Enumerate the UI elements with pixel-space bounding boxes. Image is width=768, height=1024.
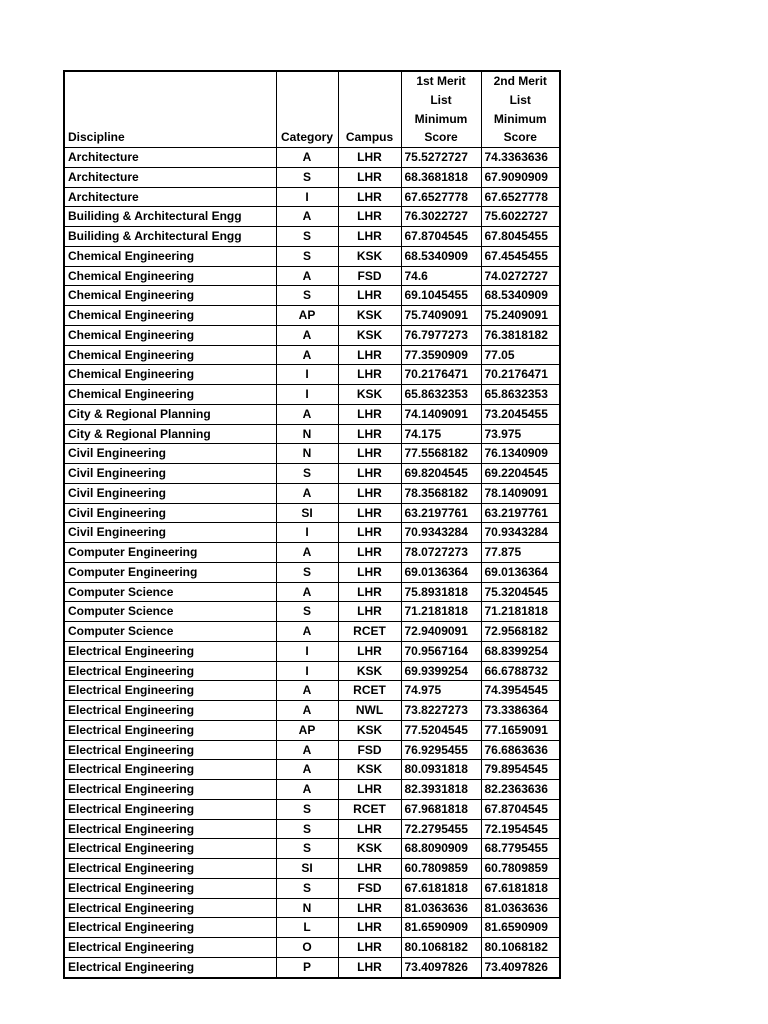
cell-second-merit-score: 80.1068182 — [481, 938, 560, 958]
cell-campus: KSK — [338, 325, 401, 345]
cell-discipline: Computer Engineering — [64, 543, 276, 563]
cell-first-merit-score: 76.7977273 — [401, 325, 481, 345]
cell-first-merit-score: 76.3022727 — [401, 207, 481, 227]
cell-discipline: Computer Engineering — [64, 562, 276, 582]
cell-campus: FSD — [338, 740, 401, 760]
table-row — [64, 483, 560, 503]
cell-campus: LHR — [338, 957, 401, 977]
cell-discipline: Architecture — [64, 187, 276, 207]
cell-discipline: Builiding & Architectural Engg — [64, 227, 276, 247]
cell-campus: LHR — [338, 444, 401, 464]
cell-discipline: Electrical Engineering — [64, 740, 276, 760]
cell-category: A — [276, 543, 338, 563]
table-row — [64, 503, 560, 523]
cell-campus: RCET — [338, 622, 401, 642]
cell-campus: LHR — [338, 859, 401, 879]
cell-discipline: Electrical Engineering — [64, 957, 276, 977]
header-first-merit-score: 1st Merit List Minimum Score — [401, 71, 481, 148]
cell-campus: KSK — [338, 661, 401, 681]
cell-second-merit-score: 68.7795455 — [481, 839, 560, 859]
cell-first-merit-score: 73.8227273 — [401, 701, 481, 721]
cell-first-merit-score: 78.0727273 — [401, 543, 481, 563]
table-row — [64, 562, 560, 582]
cell-discipline: Electrical Engineering — [64, 661, 276, 681]
cell-first-merit-score: 68.5340909 — [401, 246, 481, 266]
cell-second-merit-score: 73.2045455 — [481, 404, 560, 424]
cell-second-merit-score: 76.3818182 — [481, 325, 560, 345]
cell-campus: RCET — [338, 681, 401, 701]
cell-second-merit-score: 82.2363636 — [481, 780, 560, 800]
cell-second-merit-score: 68.8399254 — [481, 641, 560, 661]
cell-second-merit-score: 67.6181818 — [481, 878, 560, 898]
cell-category: A — [276, 681, 338, 701]
cell-discipline: Chemical Engineering — [64, 385, 276, 405]
cell-discipline: Civil Engineering — [64, 483, 276, 503]
cell-discipline: Chemical Engineering — [64, 286, 276, 306]
cell-category: S — [276, 286, 338, 306]
cell-category: N — [276, 444, 338, 464]
cell-discipline: Architecture — [64, 167, 276, 187]
cell-discipline: Computer Science — [64, 622, 276, 642]
cell-category: S — [276, 464, 338, 484]
table-header-row — [64, 71, 560, 148]
table-row — [64, 701, 560, 721]
cell-second-merit-score: 69.2204545 — [481, 464, 560, 484]
cell-category: S — [276, 839, 338, 859]
cell-category: A — [276, 780, 338, 800]
table-row — [64, 404, 560, 424]
cell-second-merit-score: 81.6590909 — [481, 918, 560, 938]
cell-discipline: Electrical Engineering — [64, 859, 276, 879]
cell-category: SI — [276, 503, 338, 523]
cell-first-merit-score: 70.9567164 — [401, 641, 481, 661]
table-row — [64, 543, 560, 563]
table-row — [64, 760, 560, 780]
cell-second-merit-score: 70.2176471 — [481, 365, 560, 385]
cell-second-merit-score: 74.0272727 — [481, 266, 560, 286]
cell-campus: LHR — [338, 286, 401, 306]
cell-discipline: Civil Engineering — [64, 464, 276, 484]
cell-category: S — [276, 602, 338, 622]
table-row — [64, 720, 560, 740]
cell-campus: KSK — [338, 385, 401, 405]
cell-campus: LHR — [338, 345, 401, 365]
cell-second-merit-score: 73.3386364 — [481, 701, 560, 721]
cell-campus: LHR — [338, 404, 401, 424]
cell-category: I — [276, 187, 338, 207]
cell-second-merit-score: 67.8045455 — [481, 227, 560, 247]
cell-campus: KSK — [338, 246, 401, 266]
table-row — [64, 622, 560, 642]
cell-first-merit-score: 69.1045455 — [401, 286, 481, 306]
cell-second-merit-score: 65.8632353 — [481, 385, 560, 405]
cell-first-merit-score: 80.1068182 — [401, 938, 481, 958]
table-row — [64, 365, 560, 385]
table-row — [64, 306, 560, 326]
cell-category: A — [276, 582, 338, 602]
cell-category: A — [276, 404, 338, 424]
table-row — [64, 918, 560, 938]
cell-category: AP — [276, 306, 338, 326]
cell-first-merit-score: 71.2181818 — [401, 602, 481, 622]
cell-campus: LHR — [338, 148, 401, 168]
cell-second-merit-score: 71.2181818 — [481, 602, 560, 622]
table-row — [64, 898, 560, 918]
cell-campus: LHR — [338, 424, 401, 444]
cell-campus: LHR — [338, 207, 401, 227]
cell-discipline: Civil Engineering — [64, 503, 276, 523]
cell-second-merit-score: 78.1409091 — [481, 483, 560, 503]
cell-second-merit-score: 66.6788732 — [481, 661, 560, 681]
cell-second-merit-score: 67.9090909 — [481, 167, 560, 187]
cell-discipline: Chemical Engineering — [64, 325, 276, 345]
table-row — [64, 148, 560, 168]
cell-category: S — [276, 878, 338, 898]
cell-category: L — [276, 918, 338, 938]
cell-first-merit-score: 67.9681818 — [401, 799, 481, 819]
cell-discipline: Architecture — [64, 148, 276, 168]
cell-discipline: Electrical Engineering — [64, 701, 276, 721]
cell-first-merit-score: 74.175 — [401, 424, 481, 444]
cell-campus: LHR — [338, 918, 401, 938]
cell-category: A — [276, 483, 338, 503]
cell-first-merit-score: 69.8204545 — [401, 464, 481, 484]
cell-second-merit-score: 79.8954545 — [481, 760, 560, 780]
cell-second-merit-score: 72.1954545 — [481, 819, 560, 839]
cell-first-merit-score: 74.6 — [401, 266, 481, 286]
cell-campus: LHR — [338, 464, 401, 484]
cell-first-merit-score: 74.1409091 — [401, 404, 481, 424]
table-row — [64, 385, 560, 405]
cell-discipline: Electrical Engineering — [64, 938, 276, 958]
header-second-merit-score: 2nd Merit List Minimum Score — [481, 71, 560, 148]
cell-discipline: Electrical Engineering — [64, 918, 276, 938]
table-row — [64, 780, 560, 800]
cell-second-merit-score: 73.975 — [481, 424, 560, 444]
cell-category: A — [276, 325, 338, 345]
cell-discipline: Electrical Engineering — [64, 898, 276, 918]
cell-campus: LHR — [338, 641, 401, 661]
cell-discipline: Computer Science — [64, 582, 276, 602]
cell-second-merit-score: 70.9343284 — [481, 523, 560, 543]
cell-category: S — [276, 227, 338, 247]
cell-campus: LHR — [338, 187, 401, 207]
table-body — [64, 148, 560, 978]
cell-campus: RCET — [338, 799, 401, 819]
cell-second-merit-score: 74.3954545 — [481, 681, 560, 701]
cell-discipline: Chemical Engineering — [64, 246, 276, 266]
cell-first-merit-score: 69.0136364 — [401, 562, 481, 582]
cell-second-merit-score: 77.1659091 — [481, 720, 560, 740]
cell-campus: KSK — [338, 839, 401, 859]
cell-discipline: Electrical Engineering — [64, 799, 276, 819]
header-discipline: Discipline — [64, 71, 276, 148]
cell-category: N — [276, 898, 338, 918]
table-row — [64, 227, 560, 247]
cell-discipline: Electrical Engineering — [64, 760, 276, 780]
cell-first-merit-score: 70.9343284 — [401, 523, 481, 543]
cell-discipline: Civil Engineering — [64, 444, 276, 464]
cell-first-merit-score: 67.6527778 — [401, 187, 481, 207]
cell-campus: LHR — [338, 543, 401, 563]
cell-campus: FSD — [338, 878, 401, 898]
header-category: Category — [276, 71, 338, 148]
cell-first-merit-score: 67.8704545 — [401, 227, 481, 247]
cell-second-merit-score: 68.5340909 — [481, 286, 560, 306]
cell-category: A — [276, 148, 338, 168]
cell-campus: LHR — [338, 167, 401, 187]
cell-second-merit-score: 63.2197761 — [481, 503, 560, 523]
cell-first-merit-score: 65.8632353 — [401, 385, 481, 405]
cell-discipline: Electrical Engineering — [64, 681, 276, 701]
cell-first-merit-score: 78.3568182 — [401, 483, 481, 503]
table-row — [64, 246, 560, 266]
cell-first-merit-score: 73.4097826 — [401, 957, 481, 977]
cell-first-merit-score: 75.7409091 — [401, 306, 481, 326]
cell-discipline: Electrical Engineering — [64, 641, 276, 661]
cell-category: A — [276, 701, 338, 721]
cell-category: S — [276, 167, 338, 187]
table-row — [64, 839, 560, 859]
cell-campus: KSK — [338, 720, 401, 740]
cell-first-merit-score: 75.8931818 — [401, 582, 481, 602]
header-campus: Campus — [338, 71, 401, 148]
table-row — [64, 819, 560, 839]
cell-discipline: Chemical Engineering — [64, 266, 276, 286]
cell-first-merit-score: 77.3590909 — [401, 345, 481, 365]
cell-discipline: Chemical Engineering — [64, 365, 276, 385]
table-row — [64, 286, 560, 306]
table-row — [64, 878, 560, 898]
cell-second-merit-score: 76.6863636 — [481, 740, 560, 760]
cell-category: A — [276, 740, 338, 760]
cell-second-merit-score: 72.9568182 — [481, 622, 560, 642]
cell-second-merit-score: 67.8704545 — [481, 799, 560, 819]
table-row — [64, 523, 560, 543]
cell-category: S — [276, 562, 338, 582]
cell-discipline: Electrical Engineering — [64, 720, 276, 740]
table-row — [64, 661, 560, 681]
cell-campus: LHR — [338, 819, 401, 839]
cell-discipline: Electrical Engineering — [64, 878, 276, 898]
cell-campus: LHR — [338, 582, 401, 602]
cell-second-merit-score: 74.3363636 — [481, 148, 560, 168]
cell-category: A — [276, 622, 338, 642]
cell-campus: FSD — [338, 266, 401, 286]
cell-first-merit-score: 81.0363636 — [401, 898, 481, 918]
cell-discipline: Chemical Engineering — [64, 306, 276, 326]
cell-second-merit-score: 67.6527778 — [481, 187, 560, 207]
cell-second-merit-score: 81.0363636 — [481, 898, 560, 918]
table-row — [64, 424, 560, 444]
cell-category: N — [276, 424, 338, 444]
cell-category: S — [276, 799, 338, 819]
cell-first-merit-score: 72.2795455 — [401, 819, 481, 839]
cell-category: S — [276, 819, 338, 839]
cell-category: I — [276, 661, 338, 681]
cell-campus: LHR — [338, 602, 401, 622]
cell-second-merit-score: 75.2409091 — [481, 306, 560, 326]
cell-campus: LHR — [338, 562, 401, 582]
table-row — [64, 207, 560, 227]
table-row — [64, 859, 560, 879]
cell-second-merit-score: 77.05 — [481, 345, 560, 365]
table-row — [64, 681, 560, 701]
cell-first-merit-score: 68.3681818 — [401, 167, 481, 187]
table-row — [64, 266, 560, 286]
cell-second-merit-score: 73.4097826 — [481, 957, 560, 977]
cell-first-merit-score: 75.5272727 — [401, 148, 481, 168]
cell-discipline: Electrical Engineering — [64, 780, 276, 800]
cell-second-merit-score: 77.875 — [481, 543, 560, 563]
table-row — [64, 444, 560, 464]
cell-first-merit-score: 81.6590909 — [401, 918, 481, 938]
cell-category: I — [276, 385, 338, 405]
cell-category: A — [276, 207, 338, 227]
cell-category: I — [276, 641, 338, 661]
cell-second-merit-score: 60.7809859 — [481, 859, 560, 879]
cell-category: S — [276, 246, 338, 266]
cell-first-merit-score: 72.9409091 — [401, 622, 481, 642]
cell-first-merit-score: 67.6181818 — [401, 878, 481, 898]
cell-second-merit-score: 76.1340909 — [481, 444, 560, 464]
cell-first-merit-score: 80.0931818 — [401, 760, 481, 780]
cell-campus: LHR — [338, 898, 401, 918]
cell-campus: LHR — [338, 780, 401, 800]
cell-category: A — [276, 345, 338, 365]
cell-first-merit-score: 60.7809859 — [401, 859, 481, 879]
cell-campus: LHR — [338, 523, 401, 543]
table-row — [64, 957, 560, 977]
cell-campus: LHR — [338, 503, 401, 523]
cell-second-merit-score: 75.6022727 — [481, 207, 560, 227]
table-row — [64, 464, 560, 484]
table-row — [64, 938, 560, 958]
cell-category: P — [276, 957, 338, 977]
cell-discipline: Chemical Engineering — [64, 345, 276, 365]
table-row — [64, 345, 560, 365]
cell-campus: KSK — [338, 306, 401, 326]
table-row — [64, 187, 560, 207]
merit-list-table — [63, 70, 561, 979]
cell-campus: NWL — [338, 701, 401, 721]
cell-discipline: Civil Engineering — [64, 523, 276, 543]
cell-campus: LHR — [338, 365, 401, 385]
cell-category: I — [276, 523, 338, 543]
cell-first-merit-score: 63.2197761 — [401, 503, 481, 523]
cell-campus: LHR — [338, 483, 401, 503]
table-row — [64, 167, 560, 187]
cell-first-merit-score: 70.2176471 — [401, 365, 481, 385]
cell-first-merit-score: 68.8090909 — [401, 839, 481, 859]
cell-discipline: Computer Science — [64, 602, 276, 622]
table-row — [64, 740, 560, 760]
table-row — [64, 325, 560, 345]
cell-first-merit-score: 77.5568182 — [401, 444, 481, 464]
cell-category: AP — [276, 720, 338, 740]
cell-first-merit-score: 77.5204545 — [401, 720, 481, 740]
cell-first-merit-score: 82.3931818 — [401, 780, 481, 800]
cell-campus: KSK — [338, 760, 401, 780]
cell-discipline: Electrical Engineering — [64, 819, 276, 839]
cell-campus: LHR — [338, 227, 401, 247]
cell-category: A — [276, 760, 338, 780]
cell-category: O — [276, 938, 338, 958]
cell-discipline: City & Regional Planning — [64, 404, 276, 424]
cell-first-merit-score: 76.9295455 — [401, 740, 481, 760]
cell-campus: LHR — [338, 938, 401, 958]
cell-discipline: City & Regional Planning — [64, 424, 276, 444]
cell-category: A — [276, 266, 338, 286]
cell-second-merit-score: 67.4545455 — [481, 246, 560, 266]
table-row — [64, 799, 560, 819]
table-row — [64, 582, 560, 602]
cell-second-merit-score: 69.0136364 — [481, 562, 560, 582]
table-row — [64, 641, 560, 661]
cell-discipline: Electrical Engineering — [64, 839, 276, 859]
cell-first-merit-score: 69.9399254 — [401, 661, 481, 681]
cell-category: I — [276, 365, 338, 385]
table-row — [64, 602, 560, 622]
cell-discipline: Builiding & Architectural Engg — [64, 207, 276, 227]
cell-second-merit-score: 75.3204545 — [481, 582, 560, 602]
cell-category: SI — [276, 859, 338, 879]
cell-first-merit-score: 74.975 — [401, 681, 481, 701]
